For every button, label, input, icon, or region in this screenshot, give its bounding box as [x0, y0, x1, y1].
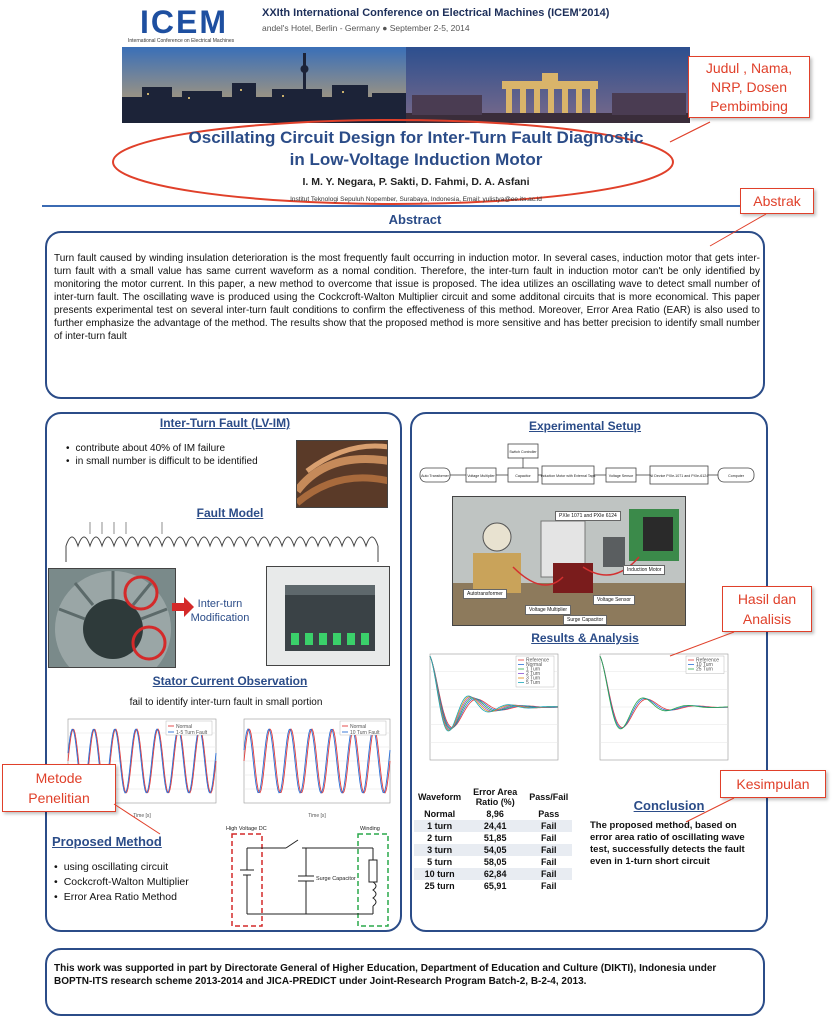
setup-heading: Experimental Setup	[528, 419, 642, 433]
legend-label: Normal	[176, 724, 193, 730]
photo-label: PXIe 1071 and PXIe 6124	[555, 511, 621, 521]
ear-results-table-container	[414, 786, 586, 892]
results-heading: Results & Analysis	[531, 631, 639, 645]
conference-title: XXIth International Conference on Electrical Machines (ICEM'2014)	[262, 7, 610, 19]
block-label: Computer	[728, 474, 744, 478]
abstract-heading: Abstract	[388, 212, 442, 227]
photo-label: Surge Capacitor	[563, 615, 607, 625]
circuit-hv-label: High Voltage DC	[226, 826, 267, 832]
table-cell: Fail	[540, 881, 557, 891]
legend-label: 10 Turn	[696, 662, 713, 668]
conclusion-callout-pointer	[680, 796, 740, 826]
plot-legend	[516, 656, 554, 687]
table-cell: Fail	[540, 857, 557, 867]
table-cell: Fail	[525, 868, 572, 880]
stator-current-plot-10-turn-fault	[228, 713, 396, 821]
block-label: Auto Transformer	[421, 474, 449, 478]
table-cell: 25 turn	[424, 881, 455, 891]
plot-legend	[166, 721, 212, 736]
ear-table-body	[414, 808, 572, 892]
legend-label: 1-5 Turn Fault	[176, 730, 208, 736]
abstract-callout: Abstrak	[740, 188, 814, 214]
table-header: Waveform	[418, 792, 462, 802]
paper-title	[120, 127, 712, 171]
photo-label: Voltage Multiplier	[525, 605, 571, 615]
table-cell: 5 turn	[427, 857, 453, 867]
table-cell: 1 turn	[414, 820, 465, 832]
legend-label: 5 Turn	[526, 680, 541, 686]
proposed-method-heading: Proposed Method	[52, 834, 162, 849]
photo-label: Voltage Sensor	[593, 595, 635, 605]
header-divider	[42, 205, 782, 207]
interturn-heading: Inter-Turn Fault (LV-IM)	[159, 416, 291, 430]
table-row	[414, 856, 572, 868]
plot-legend	[340, 721, 386, 736]
setup-block-diagram	[418, 440, 760, 496]
table-cell: 2 turn	[427, 833, 453, 843]
block-label: Capacitor	[515, 474, 531, 478]
stator-photo	[48, 568, 176, 668]
conference-venue: andel's Hotel, Berlin - Germany ● September 2-5, 2014	[262, 23, 470, 33]
results-callout-pointer	[650, 630, 740, 660]
block-label: Induction Motor with External Taps	[540, 474, 596, 478]
legend-label: 10 Turn Fault	[350, 730, 380, 736]
stator-subtitle: fail to identify inter-turn fault in small portion	[129, 697, 323, 708]
table-cell: 24,41	[465, 820, 525, 832]
table-cell: Fail	[525, 820, 572, 832]
table-cell: 51,85	[483, 833, 507, 843]
method-callout-pointer	[110, 800, 170, 840]
logo-subtitle: International Conference on Electrical Machines	[128, 38, 235, 44]
table-cell: 10 turn	[414, 868, 465, 880]
conclusion-callout: Kesimpulan	[720, 770, 826, 798]
abstract-text: Turn fault caused by winding insulation deterioration is the most frequently fault occurring in induction motor. In several cases, induction motor that gets inter-turn fault with a small value has same current waveform as a nomal condition. Therefore, the inter-turn fault in induction motor can't be only identified by monitoring the motor current. In this paper, a new method to overcome that issue is proposed. The idea utilizes an oscillating wave to detect small number of inter-turn fault. The oscillating wave is produced using the Cockcroft-Walton Multiplier circuit and some additonal circuits that is more economical. This paper presents experimental test on several inter-turn fault conditions to confirm the effectiveness of this method. Moreover, Error Area Ratio (EAR) is also used to further emphasize the advantage of the method. The results show that the proposed method is more sensitive and has better precision to identify small number of inter-turn fault	[54, 253, 760, 342]
table-cell: Fail	[540, 833, 557, 843]
photo-label: Autotransformer	[463, 589, 507, 599]
table-row	[414, 832, 572, 844]
method-callout: Metode Penelitian	[2, 764, 116, 812]
interturn-bullet: • contribute about 40% of IM failure	[66, 442, 296, 455]
block-label: Switch Controller	[509, 450, 537, 454]
proposed-bullets	[54, 860, 234, 905]
table-cell: 54,05	[465, 844, 525, 856]
photo-label: Induction Motor	[623, 565, 665, 575]
ear-results-table	[414, 786, 572, 892]
table-cell: Normal	[424, 809, 456, 819]
table-cell: Fail	[525, 844, 572, 856]
table-row	[414, 844, 572, 856]
legend-label: 25 Turn	[696, 666, 713, 673]
experimental-setup-photo	[452, 496, 686, 626]
proposed-bullet: • Error Area Ratio Method	[54, 890, 234, 905]
table-cell: 58,05	[483, 857, 507, 867]
circuit-capacitor-label: Surge Capacitor	[316, 876, 356, 882]
oscillating-circuit-diagram	[226, 820, 396, 932]
legend-label: Reference	[696, 657, 720, 664]
acknowledgement-text: This work was supported in part by Directorate General of Higher Education, Department of Education and Culture (DIKTI), Indonesia under BOPTN-ITS research scheme 2013-2014 and JICA-PREDICT under Joint-Research Program Batch-2, B-2-4, 2013.	[54, 963, 717, 987]
legend-label: Normal	[350, 724, 367, 730]
conclusion-heading: Conclusion	[633, 798, 705, 813]
stator-heading: Stator Current Observation	[152, 674, 308, 688]
table-row	[414, 808, 572, 820]
table-row	[414, 880, 572, 892]
results-callout: Hasil dan Analisis	[722, 586, 812, 632]
abstract-callout-pointer	[700, 212, 780, 252]
oscillating-wave-plot-small-faults	[414, 648, 564, 778]
modification-label: Inter-turn Modification	[190, 598, 250, 624]
paper-title-line2: in Low-Voltage Induction Motor	[289, 150, 543, 169]
paper-affiliation: Institut Teknologi Sepuluh Nopember, Surabaya, Indonesia, Email: yulistya@ee.its.ac.id	[290, 196, 542, 203]
proposed-bullet: • Cockcroft-Walton Multiplier	[54, 875, 234, 890]
table-cell: Pass	[538, 809, 560, 819]
paper-authors: I. M. Y. Negara, P. Sakti, D. Fahmi, D. A. Asfani	[302, 176, 530, 188]
title-callout: Judul , Nama, NRP, Dosen Pembimbing	[688, 56, 810, 118]
table-header: Pass/Fail	[529, 792, 569, 802]
table-cell: 8,96	[486, 809, 504, 819]
legend-label: 1 Turn	[526, 666, 541, 673]
circuit-winding-label: Winding	[360, 826, 380, 832]
plot-x-label: Time [s]	[133, 813, 151, 819]
block-label: NI Device PXIe-1071 and PXIe-6124	[649, 474, 709, 478]
conference-logo: ICEM	[140, 4, 228, 40]
table-cell: 62,84	[465, 868, 525, 880]
table-row	[414, 868, 572, 880]
oscillating-wave-plot-large-faults	[584, 648, 734, 778]
conclusion-text: The proposed method, based on error area ratio of oscillating wave test, successfully detects the fault even in 1-turn short circuit	[590, 820, 745, 867]
table-header: Error Area Ratio (%)	[473, 787, 518, 807]
legend-label: 2 Turn	[526, 671, 541, 677]
fault-model-coil-diagram	[62, 516, 392, 566]
interturn-bullet: • in small number is difficult to be identified	[66, 455, 296, 468]
interturn-bullets	[66, 442, 296, 468]
plot-x-label: Time [s]	[308, 813, 326, 819]
legend-label: Normal	[526, 662, 543, 668]
table-cell: 3 turn	[414, 844, 465, 856]
fault-model-heading: Fault Model	[196, 506, 264, 520]
terminal-board-photo	[266, 566, 390, 666]
winding-photo	[296, 440, 388, 508]
block-label: Voltage Sensor	[608, 474, 634, 478]
legend-label: Reference	[526, 657, 550, 664]
paper-title-line1: Oscillating Circuit Design for Inter-Turn Fault Diagnostic	[188, 128, 644, 147]
block-label: Voltage Multiplier	[467, 474, 495, 478]
proposed-bullet: • using oscillating circuit	[54, 860, 234, 875]
legend-label: 3 Turn	[526, 675, 541, 682]
table-row	[414, 820, 572, 832]
table-cell: 65,91	[483, 881, 507, 891]
